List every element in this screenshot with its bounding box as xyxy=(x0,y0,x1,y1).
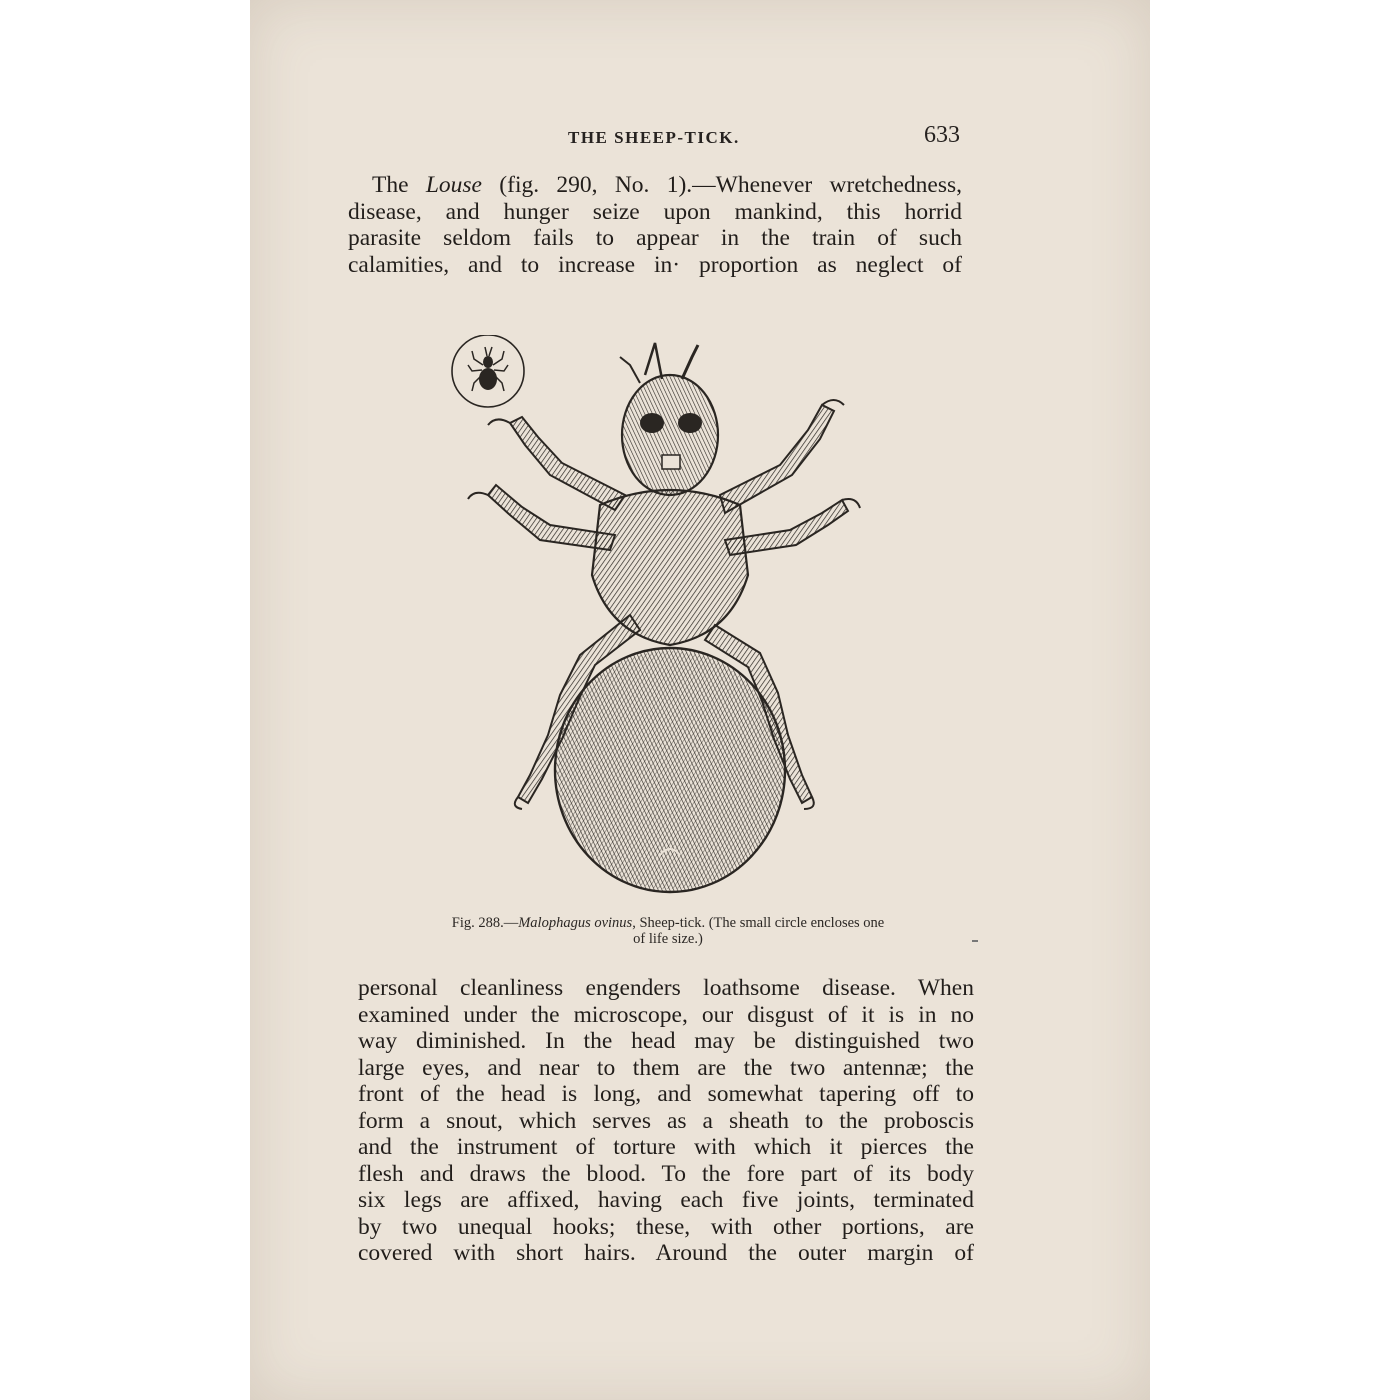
text-line: covered with short hairs. Around the outer margin of xyxy=(358,1240,974,1266)
text-line: parasite seldom fails to appear in the train of such xyxy=(348,225,962,251)
sheep-tick-illustration xyxy=(430,335,910,905)
text-line: way diminished. In the head may be distinguished two xyxy=(358,1028,974,1054)
text-line: calamities, and to increase in· proportion as neglect of xyxy=(348,251,962,278)
margin-mark xyxy=(972,940,978,942)
species-name: Malophagus ovinus xyxy=(518,915,633,931)
text-line: six legs are affixed, having each five joints, terminated xyxy=(358,1187,974,1213)
text-line: flesh and draws the blood. To the fore part of its body xyxy=(358,1160,974,1187)
page-number: 633 xyxy=(924,122,960,148)
page-header xyxy=(250,122,1150,152)
tick-thorax xyxy=(592,490,748,645)
text-line: front of the head is long, and somewhat tapering off to xyxy=(358,1081,974,1107)
running-head: THE SHEEP-TICK. xyxy=(568,128,740,147)
text-line: by two unequal hooks; these, with other portions, are xyxy=(358,1213,974,1240)
bottom-paragraph xyxy=(358,975,974,1267)
figure-caption: Fig. 288.—Malophagus ovinus, Sheep-tick. (The small circle encloses one of life size.) xyxy=(451,915,885,947)
text-line: The Louse (fig. 290, No. 1).—Whenever wretchedness, xyxy=(372,172,962,198)
tick-head xyxy=(620,343,718,495)
text-line: large eyes, and near to them are the two antennæ; the xyxy=(358,1054,974,1081)
text-line: and the instrument of torture with which it pierces the xyxy=(358,1134,974,1160)
life-size-circle xyxy=(452,335,524,407)
text-line: personal cleanliness engenders loathsome disease. When xyxy=(358,975,974,1001)
book-page xyxy=(250,0,1150,1400)
top-paragraph xyxy=(348,172,962,278)
text-line: form a snout, which serves as a sheath to the proboscis xyxy=(358,1107,974,1134)
text-line: examined under the microscope, our disgust of it is in no xyxy=(358,1001,974,1028)
italic-term: Louse xyxy=(425,172,482,198)
text-line: disease, and hunger seize upon mankind, this horrid xyxy=(348,198,962,225)
